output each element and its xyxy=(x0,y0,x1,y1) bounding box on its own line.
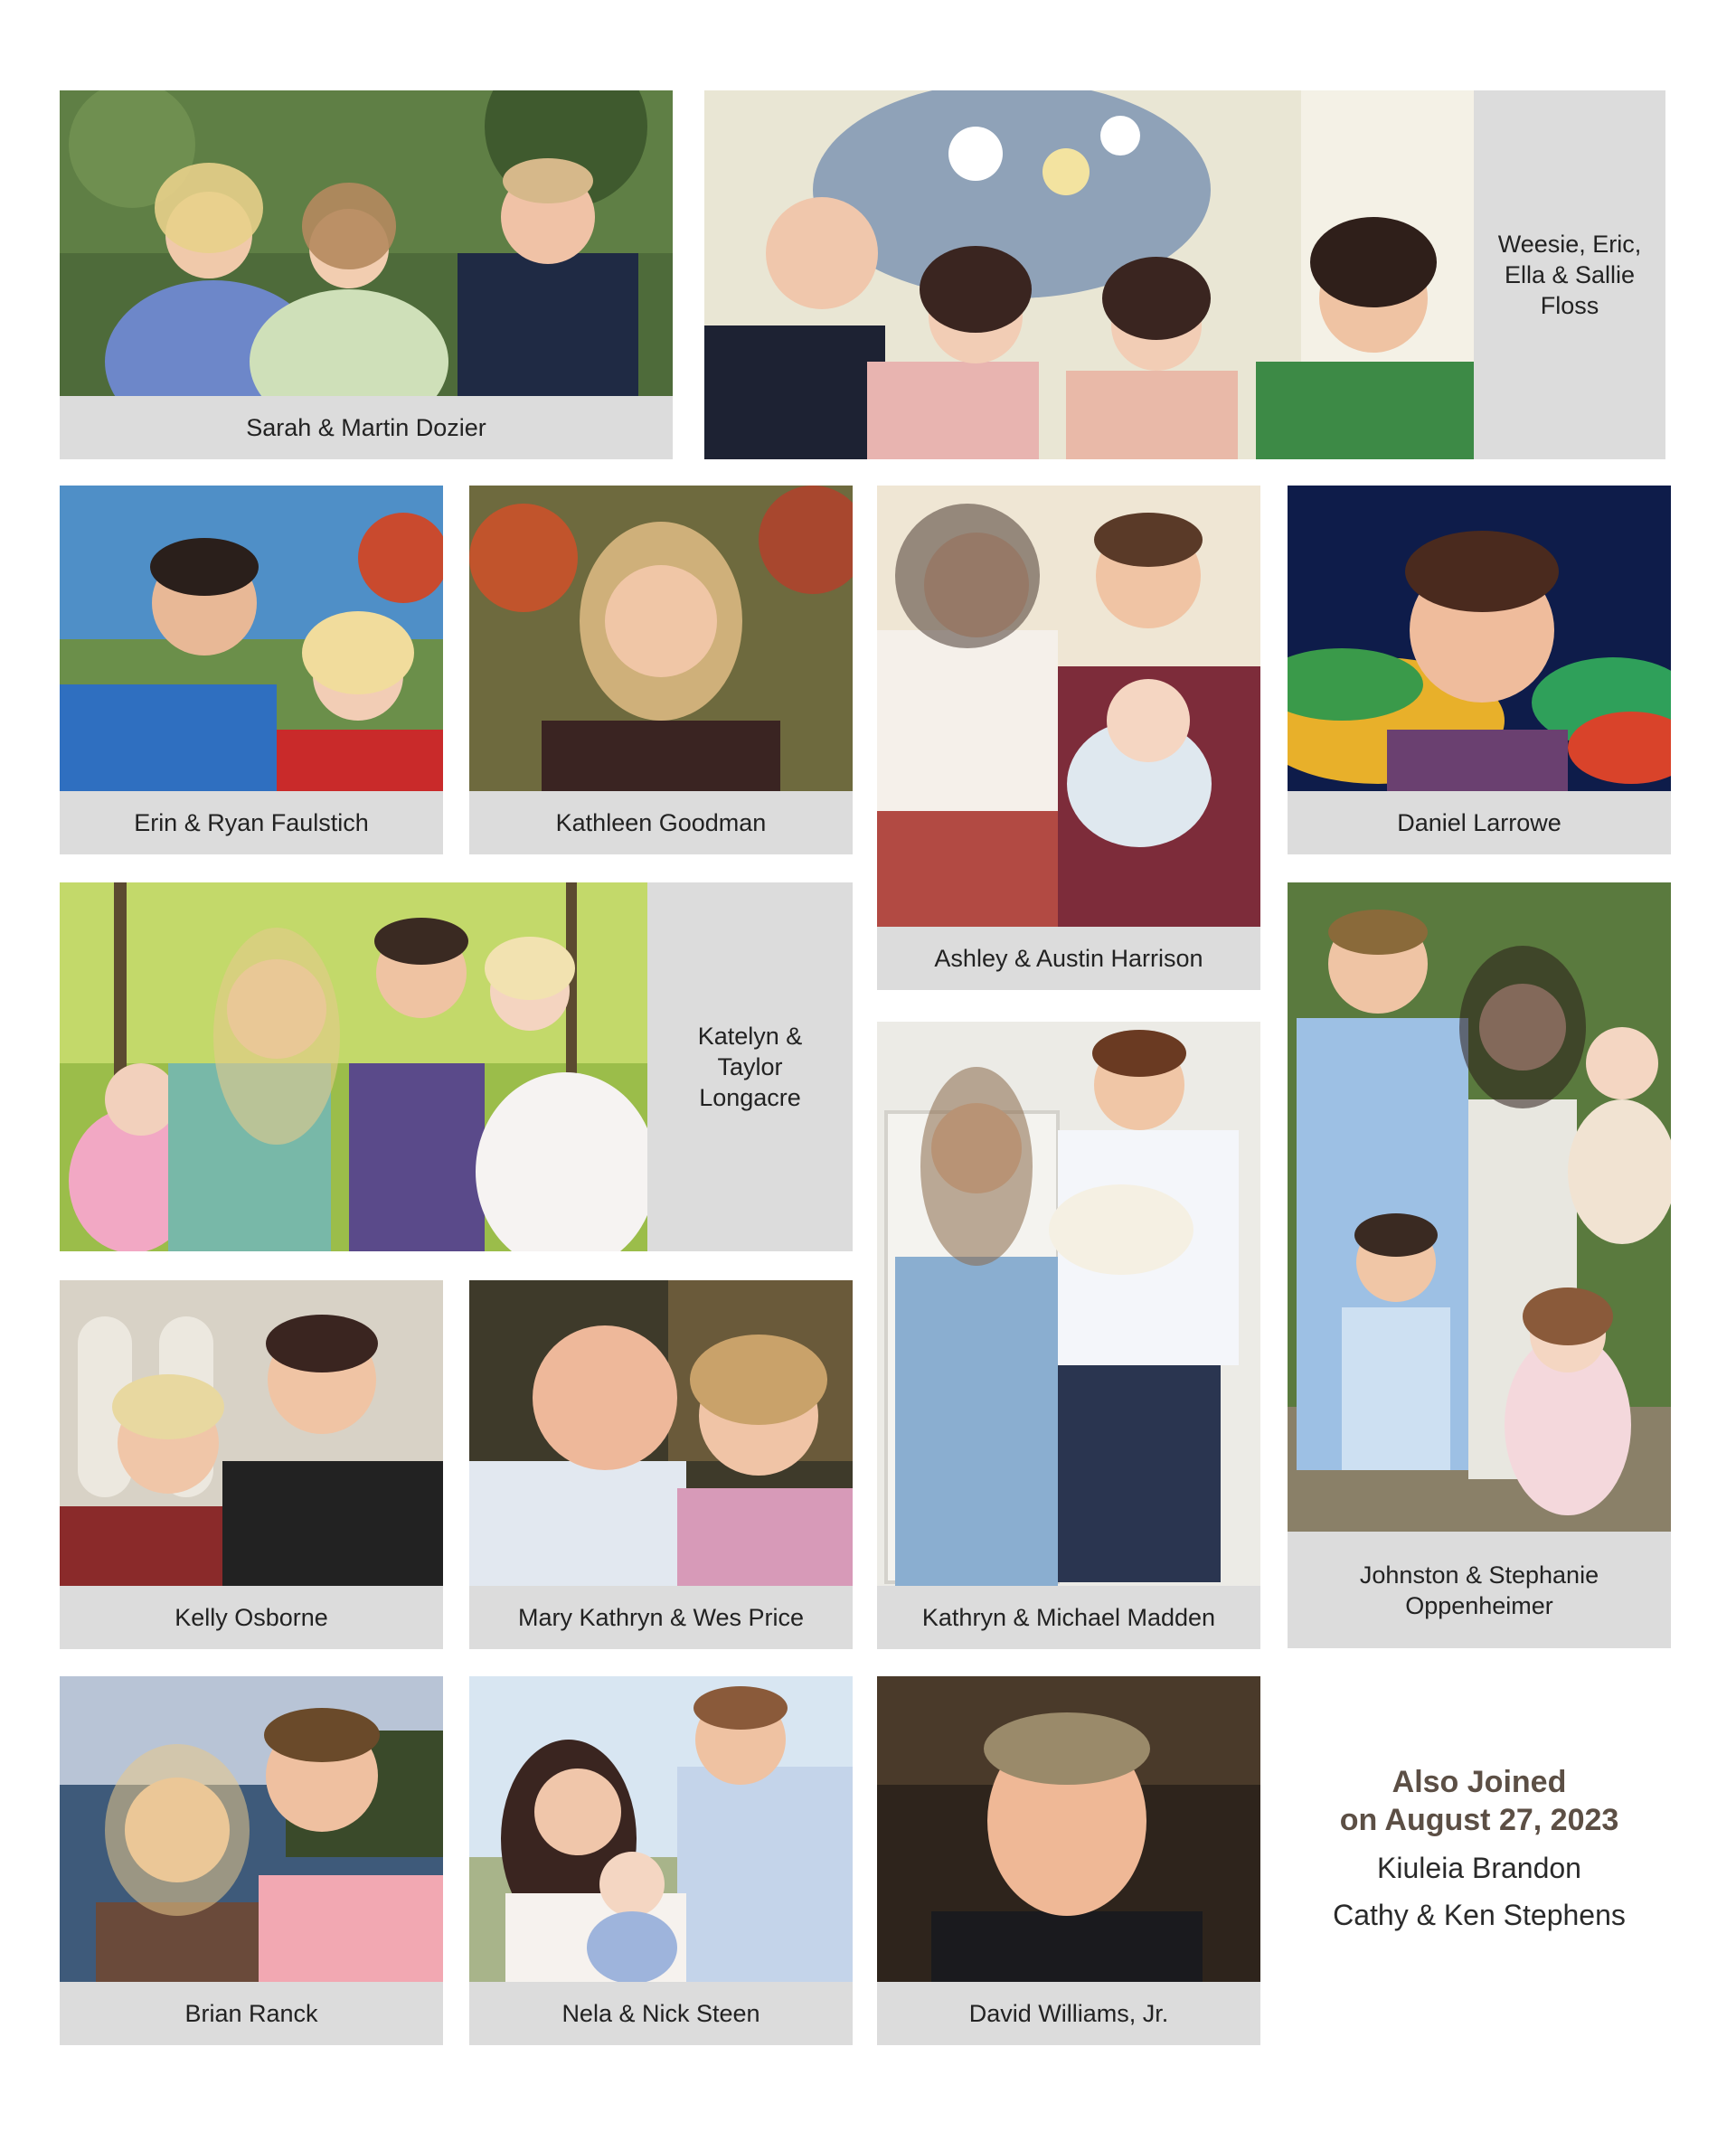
member-caption: Daniel Larrowe xyxy=(1397,809,1561,836)
member-card-floss xyxy=(704,90,1665,459)
member-caption: Brian Ranck xyxy=(184,2000,318,2027)
member-caption: Katelyn & Taylor Longacre xyxy=(697,1023,803,1111)
also-joined-name: Cathy & Ken Stephens xyxy=(1333,1899,1626,1931)
also-joined-section xyxy=(1288,1763,1671,1938)
member-photo xyxy=(1288,486,1671,791)
member-caption: Kathryn & Michael Madden xyxy=(921,1604,1216,1631)
member-card-larrowe xyxy=(1288,486,1671,854)
member-card-osborne xyxy=(60,1280,443,1649)
member-card-steen xyxy=(469,1676,853,2045)
member-photo xyxy=(1288,882,1671,1532)
member-photo xyxy=(704,90,1474,459)
member-caption: Nela & Nick Steen xyxy=(561,2000,760,2027)
member-caption: Erin & Ryan Faulstich xyxy=(134,809,369,836)
member-photo xyxy=(469,486,853,791)
member-card-goodman xyxy=(469,486,853,854)
member-card-dozier xyxy=(60,90,673,459)
member-photo xyxy=(60,1280,443,1586)
member-card-longacre xyxy=(60,882,853,1251)
member-caption: David Williams, Jr. xyxy=(968,2000,1169,2027)
member-caption: Mary Kathryn & Wes Price xyxy=(517,1604,805,1631)
member-photo xyxy=(60,1676,443,1982)
member-card-oppenheimer xyxy=(1288,882,1671,1648)
member-photo xyxy=(60,90,673,396)
also-joined-name: Kiuleia Brandon xyxy=(1377,1852,1581,1884)
member-photo xyxy=(877,1022,1260,1586)
member-card-ranck xyxy=(60,1676,443,2045)
member-caption: Sarah & Martin Dozier xyxy=(246,414,486,441)
member-card-faulstich xyxy=(60,486,443,854)
member-photo xyxy=(60,882,647,1251)
member-card-price xyxy=(469,1280,853,1649)
member-card-harrison xyxy=(877,486,1260,990)
member-photo xyxy=(877,486,1260,927)
member-photo xyxy=(469,1676,853,1982)
member-photo xyxy=(469,1280,853,1586)
member-photo xyxy=(60,486,443,791)
member-caption: Johnston & Stephanie Oppenheimer xyxy=(1359,1561,1599,1619)
also-joined-heading: Also Joined xyxy=(1392,1765,1567,1799)
member-card-madden xyxy=(877,1022,1260,1649)
member-caption: Kathleen Goodman xyxy=(555,809,767,836)
member-caption: Ashley & Austin Harrison xyxy=(934,945,1203,972)
member-caption: Weesie, Eric, Ella & Sallie Floss xyxy=(1497,231,1642,319)
also-joined-date: on August 27, 2023 xyxy=(1339,1803,1619,1837)
member-card-williams xyxy=(877,1676,1260,2045)
member-photo xyxy=(877,1676,1260,1982)
member-caption: Kelly Osborne xyxy=(175,1604,328,1631)
